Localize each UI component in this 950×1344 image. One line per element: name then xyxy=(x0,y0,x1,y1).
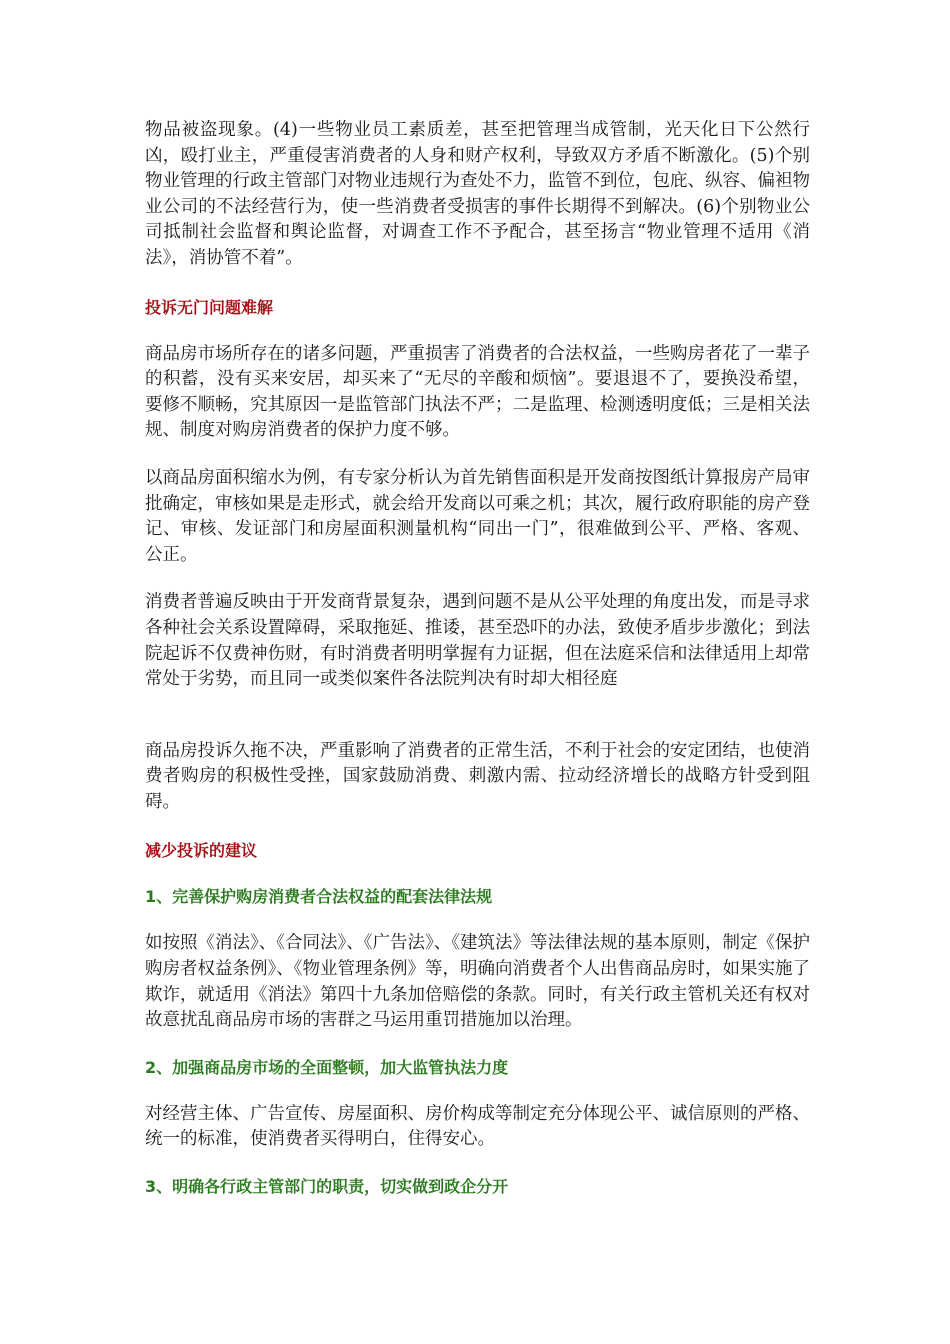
subheading-responsibilities: 3、明确各行政主管部门的职责，切实做到政企分开 xyxy=(145,1177,509,1197)
paragraph-area-shrinkage: 以商品房面积缩水为例，有专家分析认为首先销售面积是开发商按图纸计算报房产局审批确定，审核如果是走形式，就会给开发商以可乘之机；其次，履行政府职能的房产登记、审核、发证部门和房屋面积测量机构“同出一门”，很难做到公平、严格、客观、公正。 xyxy=(145,467,810,565)
subheading-laws: 1、完善保护购房消费者合法权益的配套法律法规 xyxy=(145,887,493,907)
section-heading-complaint: 投诉无门问题难解 xyxy=(145,297,274,317)
section-heading-suggestions: 减少投诉的建议 xyxy=(145,841,258,861)
paragraph-supervision: 对经营主体、广告宣传、房屋面积、房价构成等制定充分体现公平、诚信原则的严格、统一的标准，使消费者买得明白，住得安心。 xyxy=(145,1103,810,1150)
paragraph-laws: 如按照《消法》、《合同法》、《广告法》、《建筑法》等法律法规的基本原则，制定《保护购房者权益条例》、《物业管理条例》等，明确向消费者个人出售商品房时，如果实施了欺诈，就适用《消法》第四十九条加倍赔偿的条款。同时，有关行政主管机关还有权对故意扰乱商品房市场的害群之马运用重罚措施加以治理。 xyxy=(145,933,810,1031)
paragraph-complaint-delay: 商品房投诉久拖不决，严重影响了消费者的正常生活，不利于社会的安定团结，也使消费者购房的积极性受挫，国家鼓励消费、刺激内需、拉动经济增长的战略方针受到阻碍。 xyxy=(145,740,810,812)
paragraph-property-issues: 物品被盗现象。(4)一些物业员工素质差，甚至把管理当成管制，光天化日下公然行凶，殴打业主，严重侵害消费者的人身和财产权利，导致双方矛盾不断激化。(5)个别物业管理的行政主管部门对物业违规行为查处不力，监管不到位，包庇、纵容、偏袒物业公司的不法经营行为，使一些消费者受损害的事件长期得不到解决。(6)个别物业公司抵制社会监督和舆论监督，对调查工作不予配合，甚至扬言“物业管理不适用《消法》，消协管不着”。 xyxy=(145,120,810,268)
paragraph-market-problems: 商品房市场所存在的诸多问题，严重损害了消费者的合法权益，一些购房者花了一辈子的积蓄，没有买来安居，却买来了“无尽的辛酸和烦恼”。要退退不了，要换没希望，要修不顺畅，究其原因一是监管部门执法不严；二是监理、检测透明度低；三是相关法规、制度对购房消费者的保护力度不够。 xyxy=(145,343,810,441)
subheading-supervision: 2、加强商品房市场的全面整顿，加大监管执法力度 xyxy=(145,1057,509,1077)
paragraph-developer-background: 消费者普遍反映由于开发商背景复杂，遇到问题不是从公平处理的角度出发，而是寻求各种社会关系设置障碍，采取拖延、推诿，甚至恐吓的办法，致使矛盾步步激化；到法院起诉不仅费神伤财，有时消费者明明掌握有力证据，但在法庭采信和法律适用上却常常处于劣势，而且同一或类似案件各法院判决有时却大相径庭 xyxy=(145,592,810,690)
document-body xyxy=(145,118,810,1199)
